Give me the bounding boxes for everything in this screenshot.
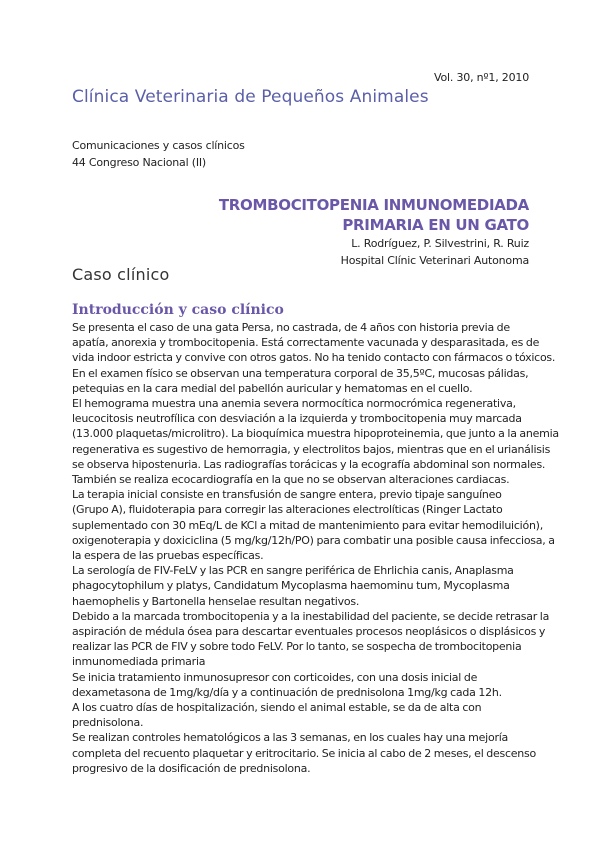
body-line: oxigenoterapia y doxiciclina (5 mg/kg/12h/PO) para combatir una posible causa infecciosa, a	[72, 533, 555, 547]
subheading: Introducción y caso clínico	[72, 302, 284, 318]
section-info	[72, 137, 245, 171]
section-line: 44 Congreso Nacional (II)	[72, 156, 207, 169]
body-line: En el examen físico se observan una temperatura corporal de 35,5ºC, mucosas pálidas,	[72, 366, 529, 380]
body-line: phagocytophilum y platys, Candidatum Mycoplasma haemominu tum, Mycoplasma	[72, 579, 510, 593]
authors: L. Rodríguez, P. Silvestrini, R. Ruiz	[351, 237, 529, 250]
body-line: regenerativa es sugestivo de hemorragia, y electrolitos bajos, mientras que en el urianálisis	[72, 442, 551, 456]
body-line: aspiración de médula ósea para descartar eventuales procesos neoplásicos o displásicos y	[72, 625, 546, 639]
body-line: leucocitosis neutrofílica con desviación a la izquierda y trombocitopenia muy marcada	[72, 412, 522, 426]
body-line: A los cuatro días de hospitalización, siendo el animal estable, se da de alta con	[72, 701, 482, 715]
body-line: vida indoor estricta y convive con otros gatos. No ha tenido contacto con fármacos o tóxicos.	[72, 351, 556, 365]
body-line: También se realiza ecocardiografía en la que no se observan alteraciones cardiacas.	[72, 473, 510, 487]
body-line: dexametasona de 1mg/kg/día y a continuación de prednisolona 1mg/kg cada 12h.	[72, 685, 502, 699]
section-heading: Caso clínico	[72, 265, 170, 284]
body-line: prednisolona.	[72, 716, 144, 730]
body-line: haemophelis y Bartonella henselae resultan negativos.	[72, 594, 360, 608]
body-line: realizar las PCR de FIV y sobre todo FeLV. Por lo tanto, se sospecha de trombocitopenia	[72, 640, 522, 654]
body-line: (Grupo A), fluidoterapia para corregir las alteraciones electrolíticas (Ringer Lactato	[72, 503, 503, 517]
body-line: El hemograma muestra una anemia severa normocítica normocrómica regenerativa,	[72, 397, 516, 411]
body-line: suplementado con 30 mEq/L de KCl a mitad de mantenimiento para evitar hemodiluición),	[72, 518, 543, 532]
body-line: La serología de FIV-FeLV y las PCR en sangre periférica de Ehrlichia canis, Anaplasma	[72, 564, 514, 578]
body-line: completa del recuento plaquetar y eritrocitario. Se inicia al cabo de 2 meses, el descenso	[72, 746, 536, 760]
body-line: inmunomediada primaria	[72, 655, 206, 669]
title-line: TROMBOCITOPENIA INMUNOMEDIADA	[218, 196, 529, 214]
body-line: La terapia inicial consiste en transfusión de sangre entera, previo tipaje sanguíneo	[72, 488, 502, 502]
body-line: progresivo de la dosificación de prednisolona.	[72, 761, 311, 775]
body-text	[72, 320, 559, 776]
body-line: la espera de las pruebas específicas.	[72, 549, 264, 563]
section-line: Comunicaciones y casos clínicos	[72, 139, 245, 152]
article-title	[219, 195, 529, 235]
article-byline	[341, 235, 529, 269]
body-line: Se presenta el caso de una gata Persa, no castrada, de 4 años con historia previa de	[72, 321, 510, 334]
body-line: Se realizan controles hematológicos a las 3 semanas, en los cuales hay una mejoría	[72, 731, 509, 745]
body-line: Se inicia tratamiento inmunosupresor con corticoides, con una dosis inicial de	[72, 670, 478, 684]
volume-info: Vol. 30, nº1, 2010	[434, 71, 529, 84]
body-line: apatía, anorexia y trombocitopenia. Está correctamente vacunada y desparasitada, es de	[72, 336, 540, 350]
title-line: PRIMARIA EN UN GATO	[342, 216, 529, 234]
body-line: se observa hipostenuria. Las radiografías torácicas y la ecografía abdominal son normales.	[72, 457, 546, 471]
affiliation: Hospital Clínic Veterinari Autonoma	[340, 254, 529, 267]
body-line: (13.000 plaquetas/microlitro). La bioquímica muestra hipoproteinemia, que junto a la anemia	[72, 427, 559, 441]
body-line: Debido a la marcada trombocitopenia y a la inestabilidad del paciente, se decide retrasar la	[72, 609, 550, 623]
journal-title: Clínica Veterinaria de Pequeños Animales	[72, 87, 429, 107]
body-line: petequias en la cara medial del pabellón auricular y hematomas en el cuello.	[72, 381, 473, 395]
